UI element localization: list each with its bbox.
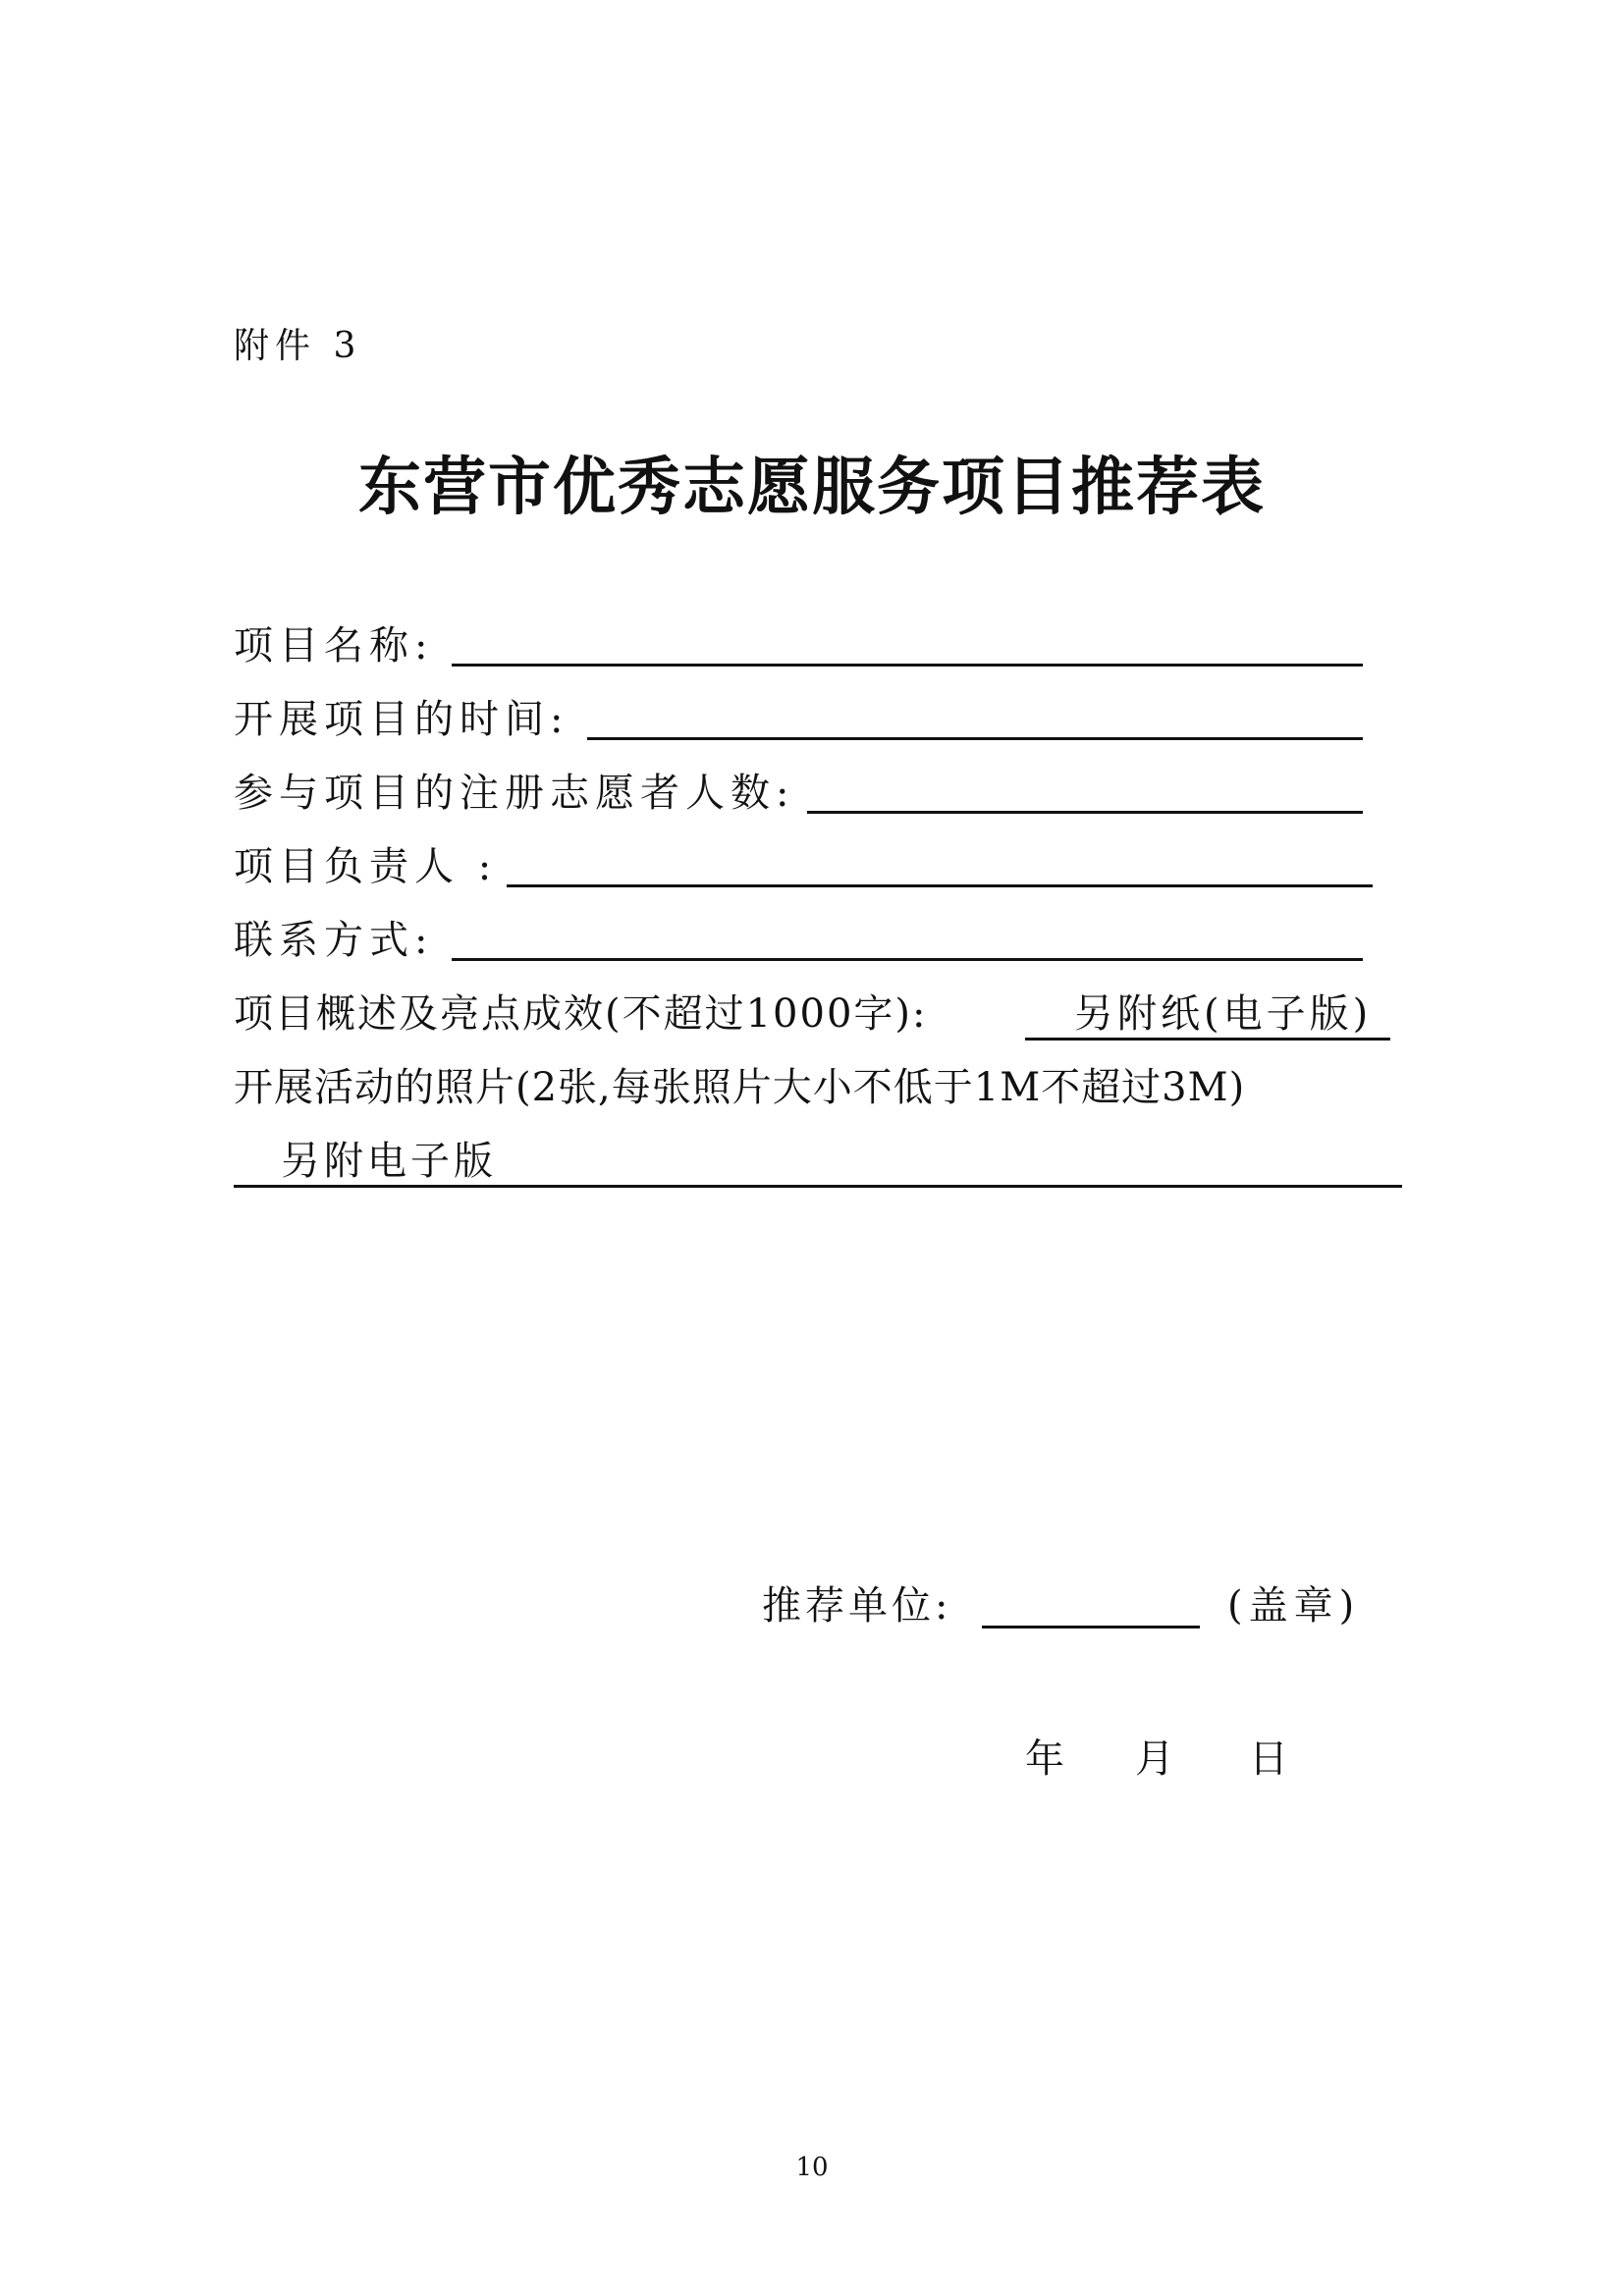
- summary-value: 另附纸(电子版): [1074, 991, 1373, 1037]
- seal-label: (盖章): [1227, 1583, 1361, 1629]
- field-photos-value: [234, 1132, 1624, 1191]
- field-contact: [234, 911, 1624, 970]
- field-label: 参与项目的注册志愿者人数:: [234, 771, 795, 816]
- date-month: 月: [1135, 1736, 1174, 1782]
- field-summary: [234, 985, 1624, 1043]
- photos-value: 另附电子版: [281, 1139, 497, 1184]
- project-time-input-line[interactable]: [587, 737, 1363, 740]
- date-year: 年: [1025, 1736, 1064, 1782]
- field-label: 项目名称:: [234, 623, 434, 668]
- contact-input-line[interactable]: [452, 958, 1363, 961]
- field-photos: [234, 1058, 1624, 1117]
- summary-label: 项目概述及亮点成效(不超过1000字):: [234, 991, 928, 1037]
- field-label: 联系方式:: [234, 918, 434, 963]
- photos-label: 开展活动的照片(2张,每张照片大小不低于1M不超过3M): [234, 1065, 1246, 1110]
- field-project-time: [234, 690, 1624, 749]
- attachment-label: 附件 3: [234, 326, 362, 366]
- field-label: 开展项目的时间:: [234, 697, 569, 742]
- photos-underline: [234, 1185, 1402, 1188]
- project-leader-input-line[interactable]: [507, 884, 1373, 887]
- summary-underline: [1025, 1038, 1390, 1041]
- field-volunteer-count: [234, 764, 1624, 823]
- recommending-unit-input-line[interactable]: [982, 1626, 1200, 1629]
- document-title: 东营市优秀志愿服务项目推荐表: [358, 451, 1266, 524]
- field-project-leader: [234, 837, 1624, 896]
- field-project-name: [234, 616, 1624, 675]
- project-name-input-line[interactable]: [452, 664, 1363, 667]
- recommending-unit-label: 推荐单位:: [762, 1583, 952, 1629]
- volunteer-count-input-line[interactable]: [807, 811, 1363, 814]
- page-number: 10: [795, 2153, 829, 2182]
- date-day: 日: [1249, 1736, 1288, 1782]
- field-label: 项目负责人 :: [234, 844, 498, 889]
